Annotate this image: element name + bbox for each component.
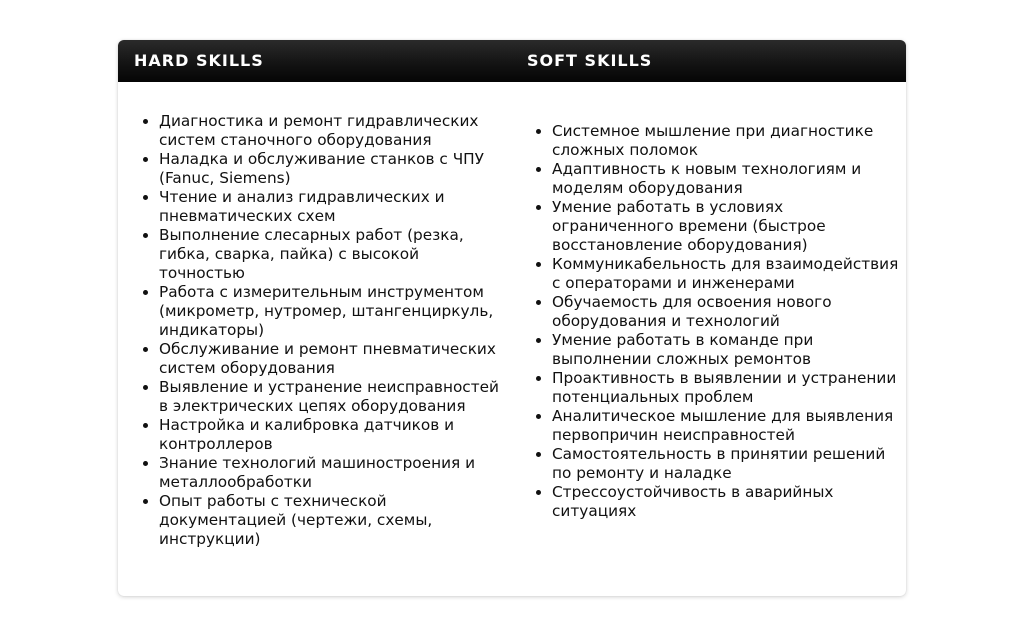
soft-skill-item: • Обучаемость для освоения нового оборудования и технологий	[552, 293, 902, 331]
soft-skill-item: • Коммуникабельность для взаимодействия с операторами и инженерами	[552, 255, 902, 293]
soft-skill-item: • Проактивность в выявлении и устранении потенциальных проблем	[552, 369, 902, 407]
soft-skill-item: • Стрессоустойчивость в аварийных ситуациях	[552, 483, 902, 521]
hard-skills-title: HARD SKILLS	[134, 51, 264, 70]
hard-skill-item: • Наладка и обслуживание станков с ЧПУ (Fanuc, Siemens)	[159, 150, 509, 188]
soft-skill-item: • Умение работать в условиях ограниченного времени (быстрое восстановление оборудования)	[552, 198, 902, 255]
hard-skill-item: • Диагностика и ремонт гидравлических систем станочного оборудования	[159, 112, 509, 150]
skills-card	[118, 40, 906, 596]
soft-skill-item: • Аналитическое мышление для выявления первопричин неисправностей	[552, 407, 902, 445]
hard-skill-item: • Работа с измерительным инструментом (микрометр, нутромер, штангенциркуль, индикаторы)	[159, 283, 509, 340]
hard-skill-item: • Обслуживание и ремонт пневматических систем оборудования	[159, 340, 509, 378]
soft-skill-item: • Системное мышление при диагностике сложных поломок	[552, 122, 902, 160]
hard-skill-item: • Опыт работы с технической документацией (чертежи, схемы, инструкции)	[159, 492, 509, 549]
soft-skill-item: • Умение работать в команде при выполнении сложных ремонтов	[552, 331, 902, 369]
hard-skill-item: • Выявление и устранение неисправностей в электрических цепях оборудования	[159, 378, 509, 416]
soft-skill-item: • Адаптивность к новым технологиям и моделям оборудования	[552, 160, 902, 198]
hard-skills-list	[137, 112, 509, 549]
skills-header	[118, 40, 906, 82]
soft-skills-list	[530, 122, 902, 521]
hard-skill-item: • Чтение и анализ гидравлических и пневматических схем	[159, 188, 509, 226]
soft-skills-title: SOFT SKILLS	[527, 51, 653, 70]
hard-skill-item: • Настройка и калибровка датчиков и контроллеров	[159, 416, 509, 454]
hard-skill-item: • Знание технологий машиностроения и металлообработки	[159, 454, 509, 492]
soft-skill-item: • Самостоятельность в принятии решений по ремонту и наладке	[552, 445, 902, 483]
hard-skill-item: • Выполнение слесарных работ (резка, гибка, сварка, пайка) с высокой точностью	[159, 226, 509, 283]
